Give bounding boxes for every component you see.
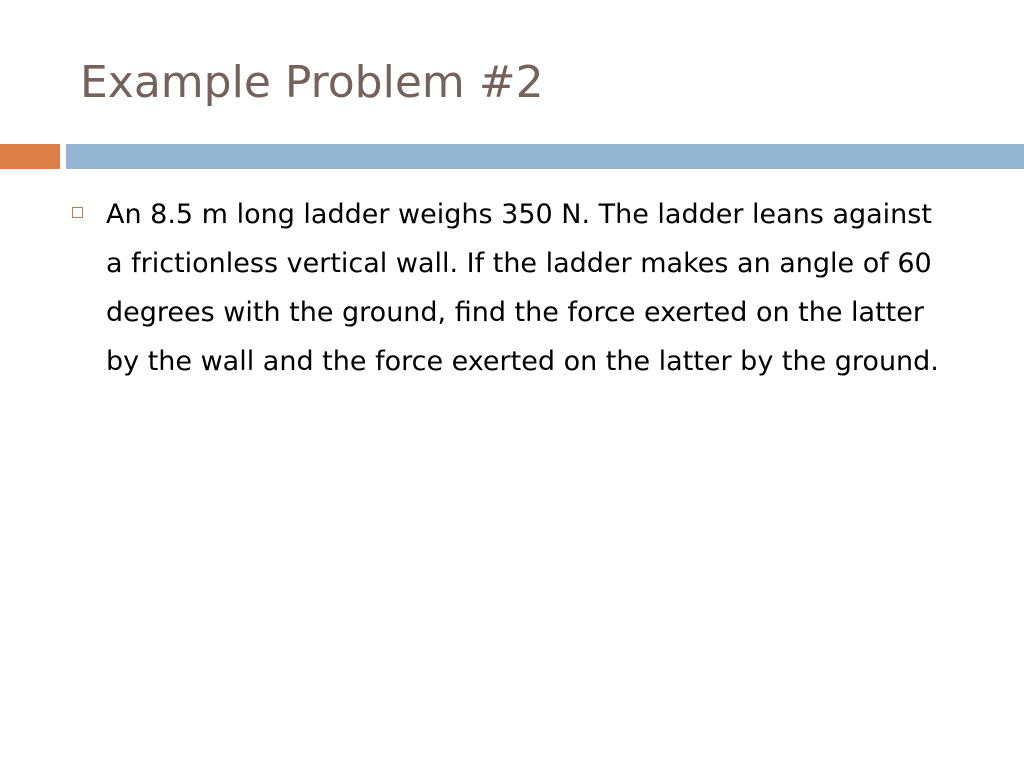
- slide-title: Example Problem #2: [80, 57, 544, 108]
- accent-bar-blue: [66, 144, 1024, 169]
- bullet-text: An 8.5 m long ladder weighs 350 N. The ladder leans against a frictionless vertical wall. If the ladder makes an angle of 60 degrees with the ground, find the force exerted on the latter by the wall and the force exerted on the latter by the ground.: [106, 199, 939, 377]
- bullet-item: [72, 190, 952, 386]
- accent-bar-orange: [0, 144, 60, 169]
- hollow-square-icon: [72, 207, 83, 218]
